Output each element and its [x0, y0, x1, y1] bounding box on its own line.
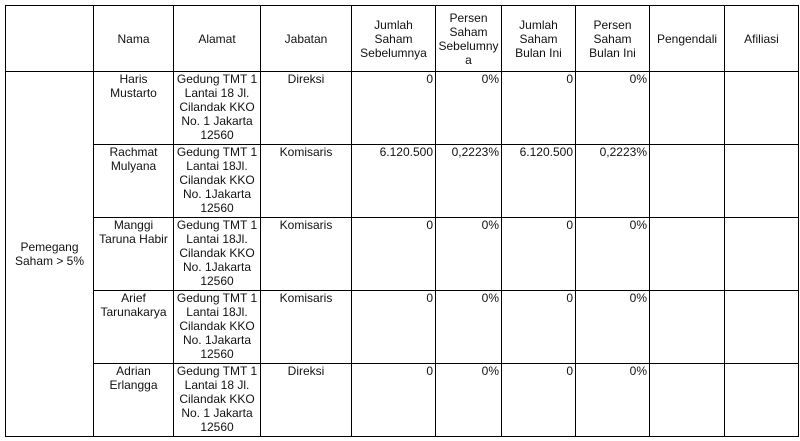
cell-afiliasi: [725, 72, 799, 145]
cell-pengendali: [650, 364, 725, 437]
header-jabatan: Jabatan: [261, 6, 352, 72]
cell-jabatan: Komisaris: [261, 291, 352, 364]
cell-alamat: Gedung TMT 1 Lantai 18 Jl. Cilandak KKO No. 1 Jakarta 12560: [174, 364, 261, 437]
header-alamat: Alamat: [174, 6, 261, 72]
cell-jabatan: Komisaris: [261, 145, 352, 218]
table-row: [6, 364, 799, 437]
cell-pengendali: [650, 291, 725, 364]
cell-persen-bulan-ini: 0%: [576, 72, 650, 145]
cell-nama: Adrian Erlangga: [94, 364, 174, 437]
cell-persen-bulan-ini: 0%: [576, 218, 650, 291]
cell-jabatan: Komisaris: [261, 218, 352, 291]
cell-alamat: Gedung TMT 1 Lantai 18 Jl. Cilandak KKO No. 1 Jakarta 12560: [174, 72, 261, 145]
cell-nama: Arief Tarunakarya: [94, 291, 174, 364]
cell-jumlah-bulan-ini: 0: [502, 218, 576, 291]
cell-persen-bulan-ini: 0%: [576, 291, 650, 364]
cell-persen-sebelumnya: 0%: [436, 364, 502, 437]
cell-afiliasi: [725, 291, 799, 364]
cell-jumlah-sebelumnya: 0: [352, 291, 436, 364]
table-row: [6, 145, 799, 218]
header-persen-sebelumnya: Persen Saham Sebelumny a: [436, 6, 502, 72]
header-jumlah-sebelumnya: Jumlah Saham Sebelumnya: [352, 6, 436, 72]
cell-pengendali: [650, 72, 725, 145]
cell-jabatan: Direksi: [261, 72, 352, 145]
cell-pengendali: [650, 145, 725, 218]
header-jumlah-bulan-ini: Jumlah Saham Bulan Ini: [502, 6, 576, 72]
cell-jumlah-sebelumnya: 0: [352, 218, 436, 291]
header-nama: Nama: [94, 6, 174, 72]
cell-jabatan: Direksi: [261, 364, 352, 437]
cell-persen-sebelumnya: 0%: [436, 218, 502, 291]
header-persen-bulan-ini: Persen Saham Bulan Ini: [576, 6, 650, 72]
cell-jumlah-bulan-ini: 6.120.500: [502, 145, 576, 218]
table-row: [6, 218, 799, 291]
cell-persen-sebelumnya: 0%: [436, 72, 502, 145]
cell-afiliasi: [725, 145, 799, 218]
cell-alamat: Gedung TMT 1 Lantai 18Jl. Cilandak KKO No. 1Jakarta 12560: [174, 218, 261, 291]
table-row: [6, 291, 799, 364]
header-pengendali: Pengendali: [650, 6, 725, 72]
group-header-cell: [6, 6, 94, 72]
header-afiliasi: Afiliasi: [725, 6, 799, 72]
cell-jumlah-sebelumnya: 0: [352, 72, 436, 145]
header-row: [6, 6, 799, 72]
cell-pengendali: [650, 218, 725, 291]
shareholder-table: [5, 5, 799, 437]
cell-persen-sebelumnya: 0%: [436, 291, 502, 364]
group-label: Pemegang Saham > 5%: [6, 72, 94, 437]
cell-persen-bulan-ini: 0,2223%: [576, 145, 650, 218]
table-row: [6, 72, 799, 145]
cell-nama: Haris Mustarto: [94, 72, 174, 145]
cell-jumlah-bulan-ini: 0: [502, 72, 576, 145]
cell-jumlah-bulan-ini: 0: [502, 364, 576, 437]
cell-afiliasi: [725, 218, 799, 291]
cell-jumlah-sebelumnya: 6.120.500: [352, 145, 436, 218]
cell-alamat: Gedung TMT 1 Lantai 18Jl. Cilandak KKO No. 1Jakarta 12560: [174, 145, 261, 218]
cell-alamat: Gedung TMT 1 Lantai 18Jl. Cilandak KKO No. 1Jakarta 12560: [174, 291, 261, 364]
cell-nama: Manggi Taruna Habir: [94, 218, 174, 291]
cell-persen-sebelumnya: 0,2223%: [436, 145, 502, 218]
cell-jumlah-bulan-ini: 0: [502, 291, 576, 364]
cell-jumlah-sebelumnya: 0: [352, 364, 436, 437]
cell-nama: Rachmat Mulyana: [94, 145, 174, 218]
cell-persen-bulan-ini: 0%: [576, 364, 650, 437]
cell-afiliasi: [725, 364, 799, 437]
